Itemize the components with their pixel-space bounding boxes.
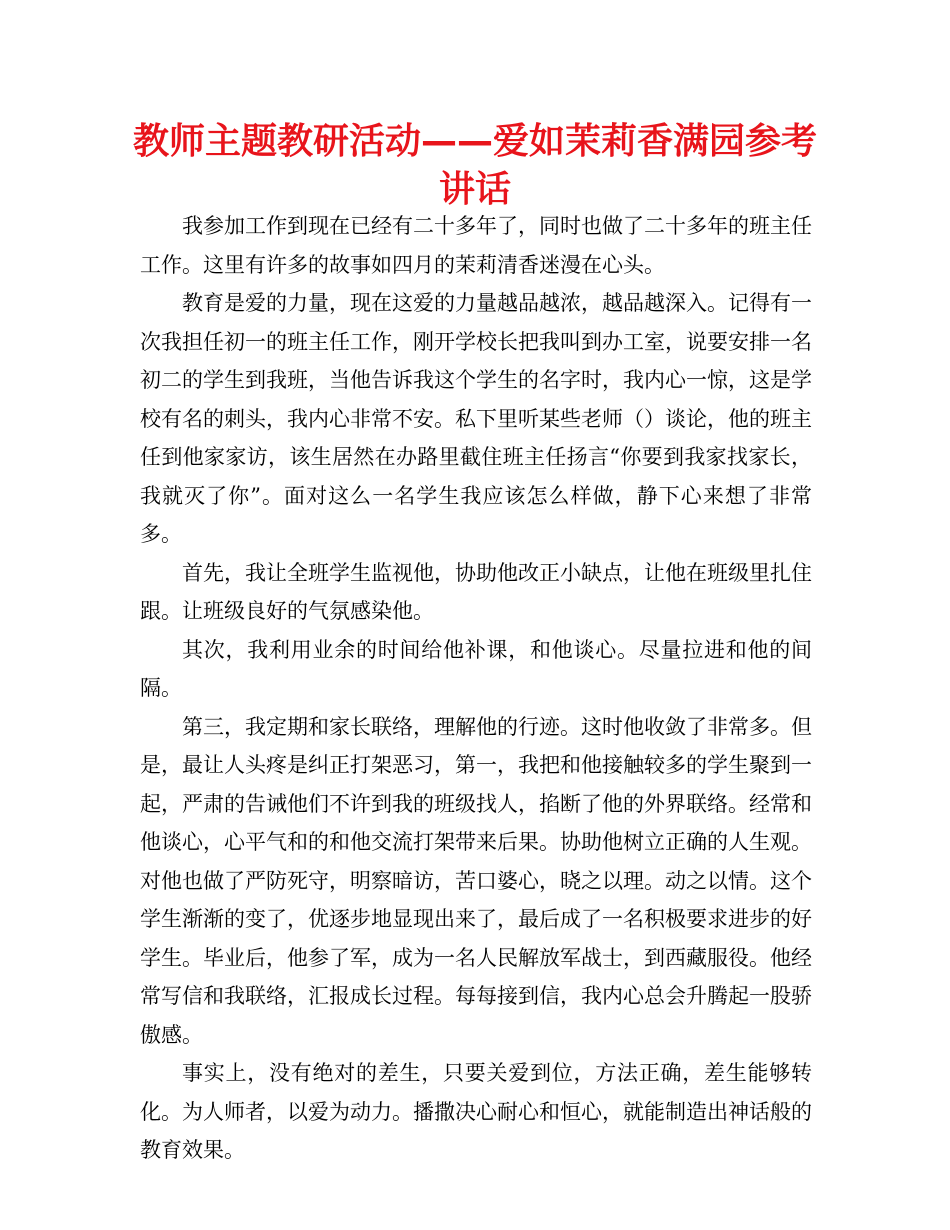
- paragraph-3: 首先，我让全班学生监视他，协助他改正小缺点，让他在班级里扎住跟。让班级良好的气氛感染他。: [140, 560, 812, 623]
- paragraph-5: 第三，我定期和家长联络，理解他的行迹。这时他收敛了非常多。但是，最让人头疼是纠正打架恶习，第一，我把和他接触较多的学生聚到一起，严肃的告诫他们不许到我的班级找人，掐断了他的外界联络。经常和他谈心，心平气和的和他交流打架带来后果。协助他树立正确的人生观。对他也做了严防死守，明察暗访，苦口婆心，晓之以理。动之以情。这个学生渐渐的变了，优逐步地显现出来了，最后成了一名积极要求进步的好学生。毕业后，他参了军，成为一名人民解放军战士，到西藏服役。他经常写信和我联络，汇报成长过程。每每接到信，我内心总会升腾起一股骄傲感。: [140, 714, 812, 1047]
- paragraph-4: 其次，我利用业余的时间给他补课，和他谈心。尽量拉进和他的间隔。: [140, 637, 812, 700]
- paragraph-2: 教育是爱的力量，现在这爱的力量越品越浓，越品越深入。记得有一次我担任初一的班主任工作，刚开学校长把我叫到办工室，说要安排一名初二的学生到我班，当他告诉我这个学生的名字时，我内心一惊，这是学校有名的刺头，我内心非常不安。私下里听某些老师（）谈论，他的班主任到他家家访，该生居然在办路里截住班主任扬言“你要到我家找家长，我就灭了你”。面对这么一名学生我应该怎么样做，静下心来想了非常多。: [140, 291, 812, 546]
- document-title: 教师主题教研活动——爱如茉莉香满园参考讲话: [132, 121, 817, 210]
- paragraph-6: 事实上，没有绝对的差生，只要关爱到位，方法正确，差生能够转化。为人师者，以爱为动力。播撒决心耐心和恒心，就能制造出神话般的教育效果。: [140, 1061, 812, 1162]
- document-body: [140, 207, 812, 1170]
- paragraph-1: 我参加工作到现在已经有二十多年了，同时也做了二十多年的班主任工作。这里有许多的故事如四月的茉莉清香迷漫在心头。: [140, 214, 812, 277]
